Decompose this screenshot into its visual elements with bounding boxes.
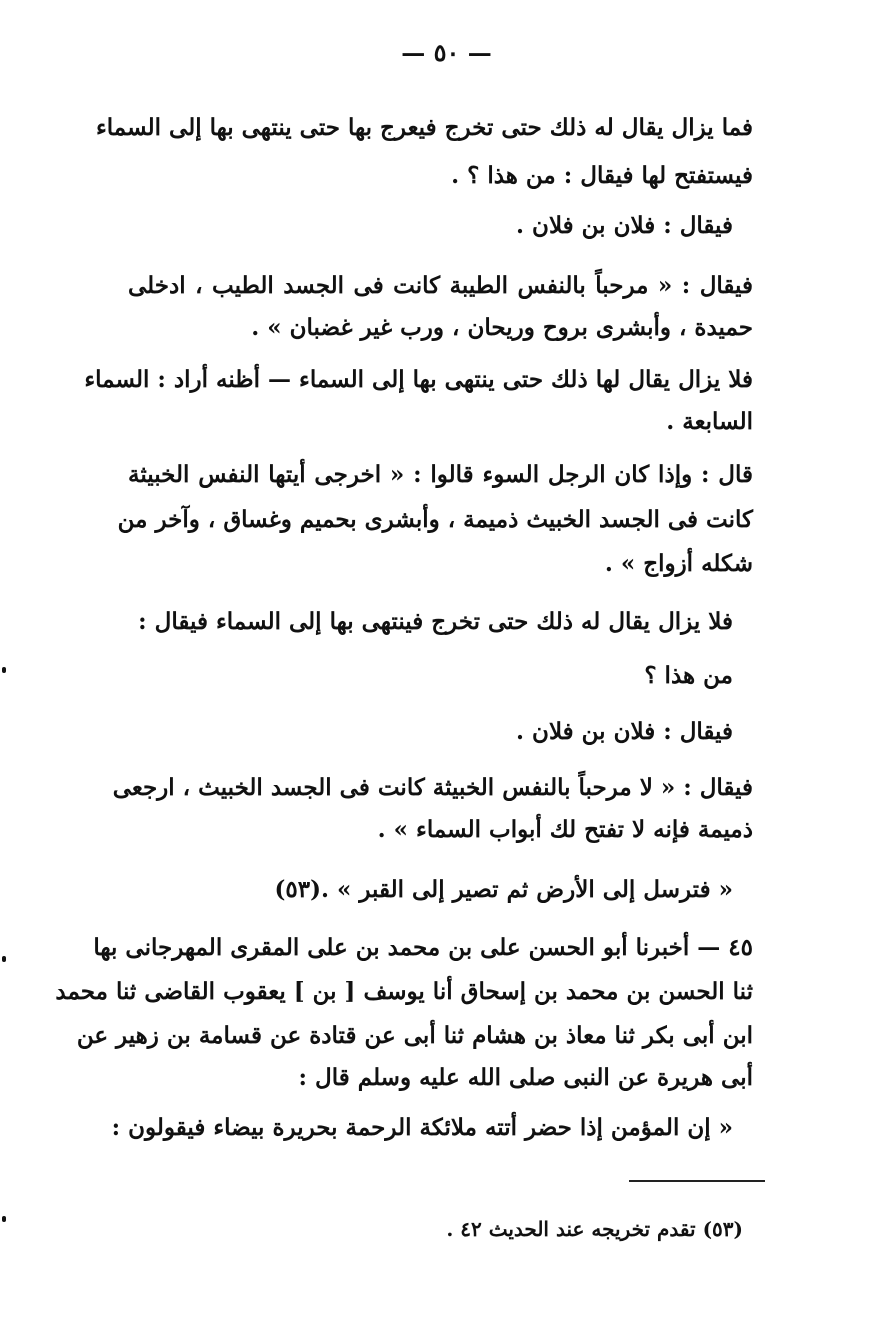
text-line-10: شكله أزواج » . <box>604 550 753 577</box>
text-line-9: كانت فى الجسد الخبيث ذميمة ، وأبشرى بحميم وغساق ، وآخر من <box>117 506 753 533</box>
page-number: — ٥٠ — <box>401 38 492 67</box>
text-line-18: ثنا الحسن بن محمد بن إسحاق أنا يوسف [ بن ] يعقوب القاضى ثنا محمد <box>55 978 753 1005</box>
margin-speck <box>2 667 6 673</box>
margin-speck <box>2 1216 6 1222</box>
text-line-19: ابن أبى بكر ثنا معاذ بن هشام ثنا أبى عن قتادة عن قسامة بن زهير عن <box>76 1022 753 1049</box>
text-line-21: « إن المؤمن إذا حضر أتته ملائكة الرحمة بحريرة بيضاء فيقولون : <box>111 1114 733 1141</box>
text-line-14: فيقال : « لا مرحباً بالنفس الخبيثة كانت فى الجسد الخبيث ، ارجعى <box>112 774 753 801</box>
text-line-3: فيقال : فلان بن فلان . <box>516 212 733 239</box>
text-line-4: فيقال : « مرحباً بالنفس الطيبة كانت فى الجسد الطيب ، ادخلى <box>128 272 753 299</box>
text-line-2: فيستفتح لها فيقال : من هذا ؟ . <box>451 162 753 189</box>
text-line-1: فما يزال يقال له ذلك حتى تخرج فيعرج بها حتى ينتهى بها إلى السماء <box>95 114 753 141</box>
text-line-8: قال : وإذا كان الرجل السوء قالوا : « اخرجى أيتها النفس الخبيثة <box>128 461 753 488</box>
text-line-17: ٤٥ — أخبرنا أبو الحسن على بن محمد بن على المقرى المهرجانى بها <box>93 934 753 961</box>
text-line-16: « فترسل إلى الأرض ثم تصير إلى القبر » .(٥٣) <box>274 876 733 903</box>
margin-speck <box>2 956 6 962</box>
text-line-7: السابعة . <box>666 408 753 435</box>
text-line-6: فلا يزال يقال لها ذلك حتى ينتهى بها إلى السماء — أظنه أراد : السماء <box>84 366 753 393</box>
text-line-13: فيقال : فلان بن فلان . <box>516 718 733 745</box>
footnote: (٥٣) تقدم تخريجه عند الحديث ٤٢ . <box>446 1217 743 1241</box>
footnote-divider <box>629 1180 765 1182</box>
text-line-15: ذميمة فإنه لا تفتح لك أبواب السماء » . <box>377 816 753 843</box>
text-line-5: حميدة ، وأبشرى بروح وريحان ، ورب غير غضبان » . <box>251 314 753 341</box>
text-line-20: أبى هريرة عن النبى صلى الله عليه وسلم قال : <box>298 1064 753 1091</box>
text-line-12: من هذا ؟ <box>644 662 733 689</box>
text-line-11: فلا يزال يقال له ذلك حتى تخرج فينتهى بها إلى السماء فيقال : <box>138 608 733 635</box>
